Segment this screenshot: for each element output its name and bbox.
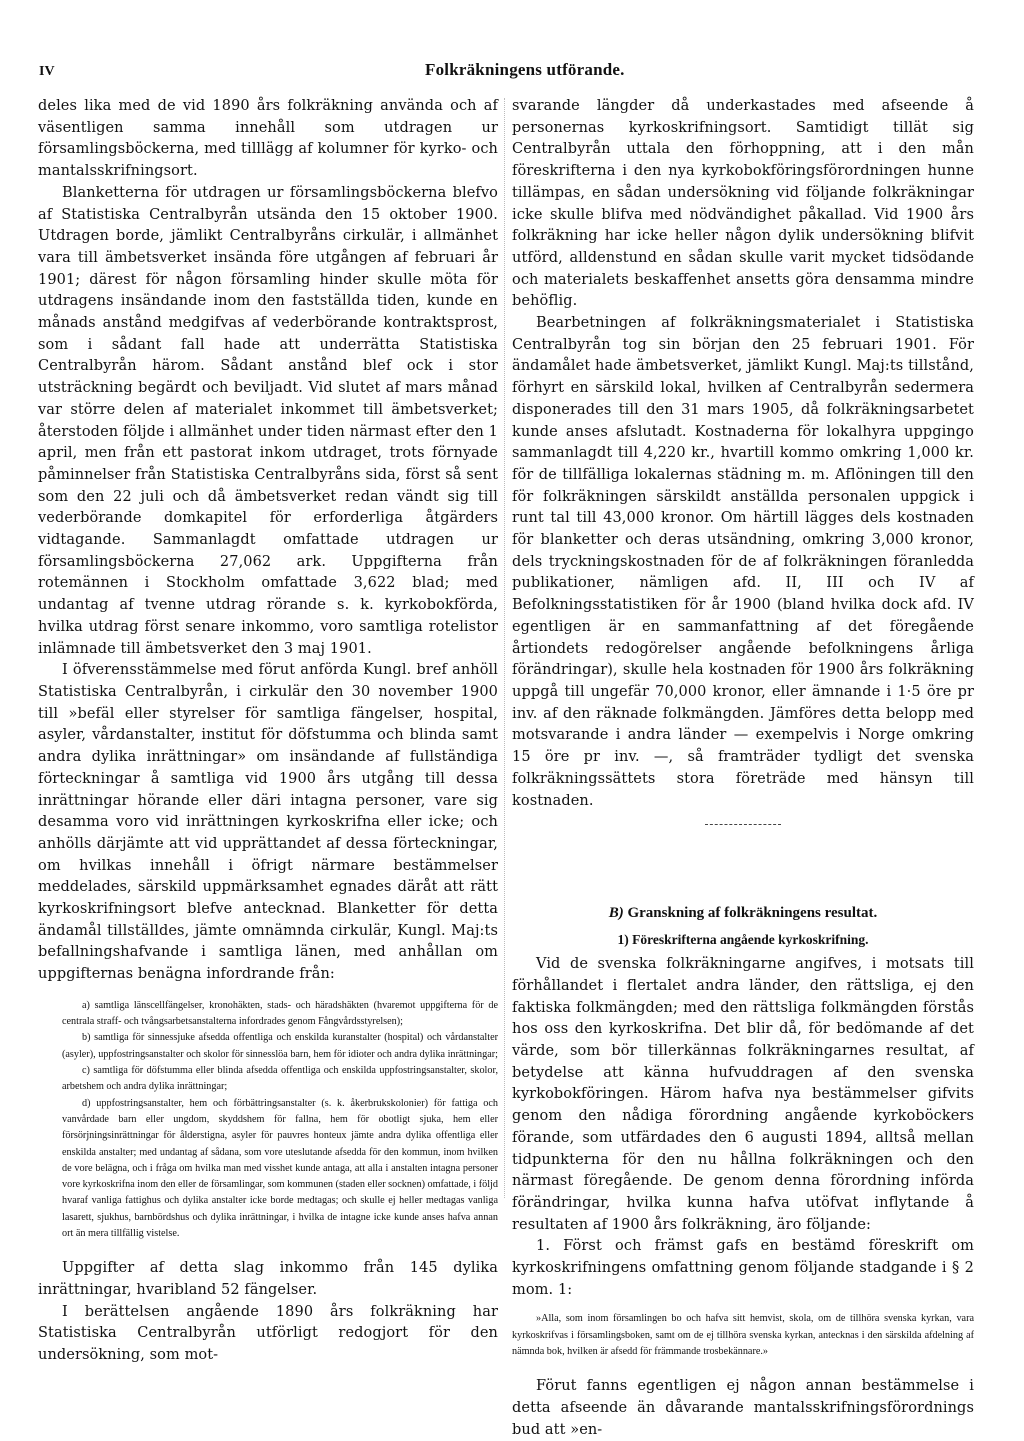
list-item: b) samtliga för sinnessjuke afsedda offentliga och enskilda kuranstalter (hospital) och vårdanstalter (asyler), uppfostringsanstalter och skolor för sinnesslöa barn, hem för idioter och andra dylika inrättningar; — [62, 1032, 498, 1060]
right-column — [512, 96, 974, 1441]
column-divider — [504, 98, 505, 1198]
list-item: d) uppfostringsanstalter, hem och förbättringsanstalter (s. k. åkerbrukskolonier) för fattiga och vanvårdade barn eller ungdom, skyddshem för fallna, hem för obotligt sjuka, hem eller försörjningsinrättningar för ålderstigna, asyler för pauvres honteux jämte andra dylika offentliga eller enskilda anstalter; med undantag af sådana, som vore uteslutande afsedda för den kommun, inom hvilken de vore belägna, och i fråga om hvilka man med visshet kunde antaga, att alla i anstalten intagna personer vore kyrkoskrifna inom den eller de församlingar, som kommunen (staden eller socknen) omfattade, i följd hvaraf vanliga fattighus och dylika anstalter icke borde medtagas; och skulle ej heller medtagas vanliga lasarett, sjukhus, barnbördshus och dylika inrättningar, i hvilka de intagne icke kunde anses hafva annan ort än mera tillfällig vistelse. — [62, 1097, 498, 1239]
paragraph: svarande längder då underkastades med afseende å personernas kyrkoskrifningsort. Samtidigt tillät sig Centralbyrån uttala den förhoppning, att i den mån föreskrifterna i den nya kyrkobokföringsförordningen hunne tillämpas, en sådan undersökning vid följande folkräkningar icke skulle blifva med nödvändighet påkallad. Vid 1900 års folkräkning har icke heller någon dylik undersökning blifvit utförd, alldenstund en sådan skulle varit mycket tidsödande och materialets beskaffenhet ansetts göra densamma mindre behöflig. — [512, 98, 974, 310]
list-item: a) samtliga länscellfängelser, kronohäkten, stads- och häradshäkten (hvaremot uppgifterna för de centrala straff- och tvångsarbetsanstalterna infordrades genom Fångvårdsstyrelsen); — [62, 999, 498, 1028]
paragraph: deles lika med de vid 1890 års folkräkning använda och af väsentligen samma innehåll som utdragen ur församlingsböckerna, med tilllägg af kolumner för kyrko- och mantalsskrifningsort. — [38, 98, 498, 180]
page-number: IV — [39, 64, 55, 79]
paragraph: 1. Först och främst gafs en bestämd föreskrift om kyrkoskrifningens omfattning genom följande stadgande i § 2 mom. 1: — [512, 1238, 974, 1298]
section-heading — [512, 905, 974, 922]
subsection-heading: 1) Föreskrifterna angående kyrkoskrifning. — [617, 932, 869, 948]
section-letter: B) — [608, 905, 624, 922]
section-title: Granskning af folkräkningens resultat. — [627, 905, 878, 922]
section-separator — [705, 824, 781, 825]
paragraph: Bearbetningen af folkräkningsmaterialet i Statistiska Centralbyrån tog sin början den 25 februari 1901. För ändamålet hade ämbetsverket, jämlikt Kungl. Maj:ts tillstånd, förhyrt en särskild lokal, hvilken af Centralbyrån sedermera disponerades till den 31 mars 1905, då folkräkningsarbetet kunde anses afslutadt. Kostnaderna för lokalhyra uppgingo sammanlagdt till 4,220 kr., hvartill kommo omkring 1,000 kr. för de tillfälliga lokalernas städning m. m. Aflöningen till den för folkräkningen särskildt anställda personalen uppgick i runt tal till 43,000 kronor. Om härtill lägges dels kostnaden för blanketter och deras utsändning, omkring 3,000 kronor, dels tryckningskostnaden för de af folkräkningen föranledda publikationer, nämligen afd. II, III och IV af Befolkningsstatistiken för år 1900 (bland hvilka dock afd. IV egentligen är en sammanfattning af det föregående årtiondets redogörelser angående befolkningens årliga förändringar), skulle hela kostnaden för 1900 års folkräkning uppgå till ungefär 70,000 kronor, eller ämnande i 1·5 öre pr inv. af den räknade folkmängden. Jämföres detta belopp med motsvarande i andra länder — exempelvis i Norge omkring 15 öre pr inv. —, så framträder tydligt det svenska folkräkningssättets stora företräde med hänsyn till kostnaden. — [512, 315, 974, 809]
left-column — [38, 96, 498, 1367]
institution-list — [38, 998, 498, 1242]
paragraph: I öfverensstämmelse med förut anförda Kungl. bref anhöll Statistiska Centralbyrån, i cirkulär den 30 november 1900 till »befäl eller styrelser för samtliga fängelser, hospital, asyler, vårdanstalter, institut för döfstumma och blinda samt andra dylika inrättningar» om insändande af fullständiga förteckningar å samtliga vid 1900 års utgång till dessa inrättningar hörande eller däri intagna personer, vare sig desamma voro vid inrättningen kyrkoskrifna eller icke; och anhölls därjämte att vid upprättandet af dessa förteckningar, om hvilkas innehåll i öfrigt närmare bestämmelser meddelades, särskild uppmärksamhet egnades däråt att rätt kyrkoskrifningsort blefve antecknad. Blanketter för detta ändamål tillställdes, jämte omnämnda cirkulär, Kungl. Maj:ts befallningshafvande i samtliga länen, med anhållan om uppgifternas benägna infordrande från: — [38, 662, 498, 983]
paragraph: Vid de svenska folkräkningarne angifves, i motsats till förhållandet i flertalet andra länder, den rättsliga, ej den faktiska folkmängden; med den rättsliga folkmängden förstås hos oss den kyrkoskrifna. Det blir då, för bedömande af det värde, som bör tillerkännas folkräkningarnes resultat, af betydelse att känna hufvuddragen af den svenska kyrkobokföringen. Härom hafva nya bestämmelser gifvits genom den nådiga förordning angående kyrkoböckers förande, som utfärdades den 6 augusti 1894, alltså mellan tidpunkterna för den nu hållna folkräkningen och den närmast föregående. De genom denna förordning införda förändringar, hvilka kunna hafva utöfvat inflytande å resultaten af 1900 års folkräkning, äro följande: — [512, 956, 974, 1233]
paragraph: Förut fanns egentligen ej någon annan bestämmelse i detta afseende än dåvarande mantalsskrifningsförordnings bud att »en- — [512, 1378, 974, 1438]
paragraph: Blanketterna för utdragen ur församlingsböckerna blefvo af Statistiska Centralbyrån utsända den 15 oktober 1900. Utdragen borde, jämlikt Centralbyråns cirkulär, i allmänhet vara till ämbetsverket insända före utgången af februari år 1901; därest för någon församling hinder skulle möta för utdragens insändande inom den fastställda tiden, kunde en månads anstånd medgifvas af vederbörande kontraktsprost, som i sådant fall hade att underrätta Statistiska Centralbyrån härom. Sådant anstånd blef ock i stor utsträckning begärdt och beviljadt. Vid slutet af mars månad var större delen af materialet inkommet till ämbetsverket; återstoden följde i allmänhet under tiden närmast efter den 1 april, men från ett pastorat inkom utdraget, trots förnyade påminnelser från Statistiska Centralbyråns sida, först så sent som den 22 juli och då ämbetsverket redan vändt sig till vederbörande domkapitel för erforderliga åtgärders vidtagande. Sammanlagdt omfattade utdragen ur församlingsböckerna 27,062 ark. Uppgifterna från rotemännen i Stockholm omfattade 3,622 blad; med undantag af tvenne utdrag rörande s. k. kyrkobokförda, hvilka utdrag först senare inkommo, voro samtliga rotelistor inlämnade till ämbetsverket den 3 maj 1901. — [38, 184, 498, 657]
running-title: Folkräkningens utförande. — [425, 60, 625, 79]
paragraph: Uppgifter af detta slag inkommo från 145 dylika inrättningar, hvaribland 52 fängelser. — [38, 1260, 498, 1298]
quote-text: »Alla, som inom församlingen bo och hafva sitt hemvist, skola, om de tillhöra svenska kyrkan, vara kyrkoskrifvas i församlingsboken, samt om de ej tillhöra svenska kyrkan, antecknas i den särskilda afdelning af nämnda bok, hvilken är afsedd för främmande trosbekännare.» — [512, 1313, 974, 1358]
paragraph: I berättelsen angående 1890 års folkräkning har Statistiska Centralbyrån utförligt redogjort för den undersökning, som mot- — [38, 1303, 498, 1364]
statute-quote — [512, 1311, 974, 1360]
list-item: c) samtliga för döfstumma eller blinda afsedda offentliga och enskilda uppfostringsanstalter, skolor, arbetshem och andra dylika inrättningar; — [62, 1065, 498, 1093]
